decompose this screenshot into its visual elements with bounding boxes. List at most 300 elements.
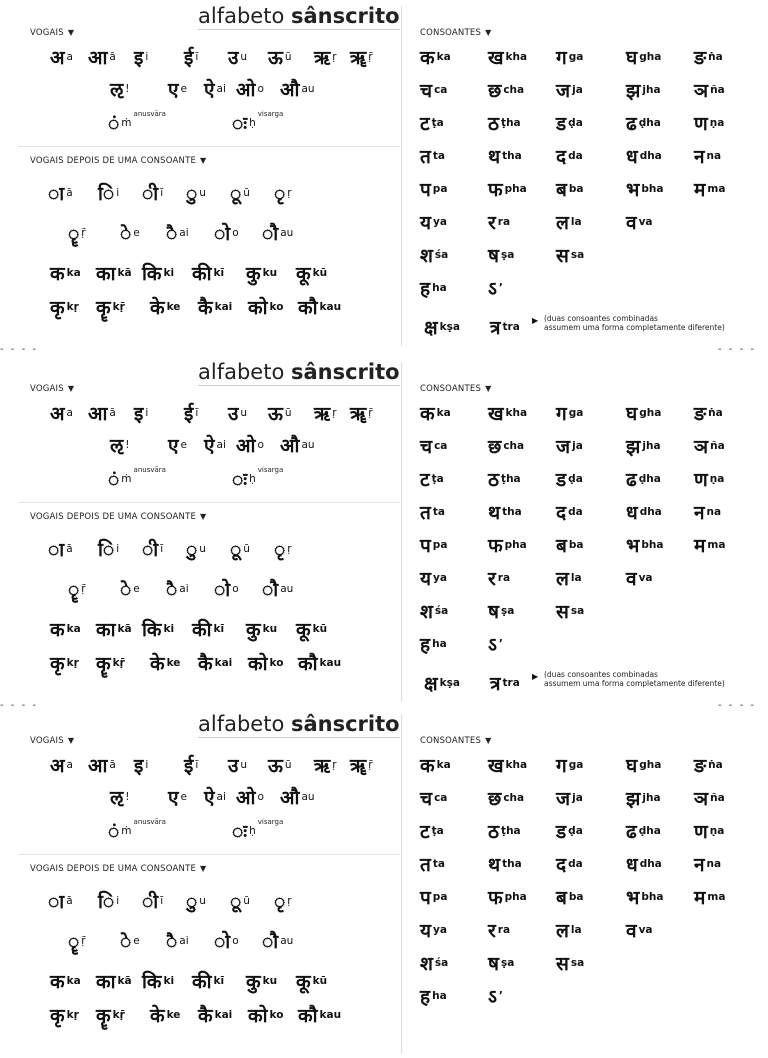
consonant-devanagari: ठ bbox=[488, 113, 500, 135]
vowel-translit: ū bbox=[284, 51, 292, 63]
dependent-vowel-devanagari: ी bbox=[142, 183, 159, 205]
consonant bbox=[420, 884, 447, 910]
syllable-example bbox=[198, 1002, 232, 1028]
consonant-translit: ḍa bbox=[568, 117, 583, 129]
dependent-vowel-translit: ṛ bbox=[287, 187, 292, 199]
dependent-vowel-translit: ī bbox=[160, 187, 164, 199]
vowel bbox=[268, 752, 292, 778]
consonant-devanagari: स bbox=[556, 245, 569, 267]
consonant bbox=[488, 499, 522, 525]
vowel-translit: o bbox=[257, 791, 264, 803]
syllable-example-devanagari: कु bbox=[246, 263, 261, 285]
syllable-example-translit: ki bbox=[163, 975, 175, 987]
anusvara-sign: ं bbox=[108, 821, 120, 843]
consonant bbox=[488, 983, 503, 1009]
consonant bbox=[556, 785, 583, 811]
consonant-devanagari: ढ bbox=[626, 113, 637, 135]
consonant-devanagari: ड bbox=[556, 113, 567, 135]
consonant-translit: ba bbox=[568, 539, 584, 551]
vowel bbox=[268, 400, 292, 426]
dependent-vowel bbox=[120, 928, 140, 954]
anusvara-name: anusvāra bbox=[133, 818, 166, 826]
vowel-devanagari: अ bbox=[50, 755, 65, 777]
syllable-example bbox=[298, 294, 341, 320]
consonant-devanagari: म bbox=[694, 535, 706, 557]
visarga-sign: ः bbox=[232, 469, 248, 491]
consonant bbox=[626, 785, 661, 811]
dependent-heading-text: VOGAIS DEPOIS DE UMA CONSOANTE bbox=[30, 512, 197, 522]
syllable-example-translit: ki bbox=[163, 267, 175, 279]
dependent-vowel bbox=[262, 220, 293, 246]
syllable-example bbox=[246, 616, 277, 642]
consonant-devanagari: न bbox=[694, 854, 705, 876]
consonant-devanagari: ङ bbox=[694, 403, 707, 425]
consonant-devanagari: ट bbox=[420, 113, 430, 135]
consonant-devanagari: ह bbox=[420, 986, 431, 1008]
vowel bbox=[184, 400, 198, 426]
anusvara-sign: ं bbox=[108, 113, 120, 135]
consonant-translit: ña bbox=[710, 84, 725, 96]
consonant-translit: jha bbox=[642, 84, 661, 96]
consonant-devanagari: झ bbox=[626, 80, 641, 102]
vowel-devanagari: अ bbox=[50, 47, 65, 69]
consonant-translit: cha bbox=[503, 84, 525, 96]
consonant-devanagari: ट bbox=[420, 469, 430, 491]
syllable-example-translit: ku bbox=[262, 975, 278, 987]
dependent-vowel-devanagari: ु bbox=[186, 539, 198, 561]
consonant-devanagari: ल bbox=[556, 212, 569, 234]
consonant-devanagari: ट bbox=[420, 821, 430, 843]
vowel-devanagari: ऐ bbox=[204, 79, 215, 101]
consonants-section bbox=[404, 708, 768, 1058]
syllable-example-devanagari: के bbox=[150, 653, 165, 675]
syllable-example-translit: kī bbox=[213, 267, 225, 279]
conjunct-note-line1: (duas consoantes combinadas bbox=[544, 670, 658, 679]
consonant-translit: ya bbox=[433, 216, 447, 228]
consonant-devanagari: द bbox=[556, 146, 567, 168]
consonant-translit: ja bbox=[572, 792, 583, 804]
consonant-translit: pa bbox=[432, 539, 448, 551]
syllable-example bbox=[246, 260, 277, 286]
consonant-devanagari: ड bbox=[556, 821, 567, 843]
consonant-translit: ka bbox=[436, 759, 451, 771]
visarga-translit: ḥ bbox=[249, 825, 256, 837]
syllable-example-translit: kā bbox=[117, 975, 132, 987]
conjunct bbox=[490, 314, 520, 340]
vowel-devanagari: ॠ bbox=[350, 47, 367, 69]
vowel-translit: au bbox=[301, 791, 315, 803]
consonant bbox=[420, 275, 447, 301]
syllable-example bbox=[50, 650, 79, 676]
title-light-text: alfabeto bbox=[198, 4, 285, 28]
vowel bbox=[88, 752, 116, 778]
vowel bbox=[184, 752, 198, 778]
consonant-translit: ña bbox=[710, 440, 725, 452]
consonant-devanagari: व bbox=[626, 920, 637, 942]
consonant bbox=[626, 44, 661, 70]
syllable-example-translit: kṛ bbox=[66, 1009, 79, 1021]
consonants-heading bbox=[420, 736, 491, 746]
dependent-vowel-translit: ā bbox=[66, 187, 73, 199]
dependent-vowel-translit: ṝ bbox=[81, 935, 86, 947]
vowel-translit: ai bbox=[216, 83, 226, 95]
syllable-example bbox=[198, 650, 232, 676]
syllable-example bbox=[248, 650, 283, 676]
consonant bbox=[626, 466, 661, 492]
consonant bbox=[488, 752, 527, 778]
syllable-example-devanagari: का bbox=[96, 263, 116, 285]
vowel-translit: ṛ bbox=[332, 51, 337, 63]
consonant-devanagari: ङ bbox=[694, 755, 707, 777]
triangle-down-icon: ▼ bbox=[200, 864, 207, 873]
consonant bbox=[488, 950, 514, 976]
conjunct-devanagari: क्ष bbox=[424, 673, 438, 695]
syllable-example-devanagari: क bbox=[50, 619, 65, 641]
consonant-devanagari: र bbox=[488, 568, 496, 590]
dependent-vowel bbox=[166, 220, 189, 246]
vowel-devanagari: ई bbox=[184, 755, 194, 777]
dependent-vowel bbox=[142, 888, 163, 914]
dependent-vowel-devanagari: ो bbox=[214, 579, 231, 601]
vowel bbox=[350, 752, 373, 778]
syllable-example-devanagari: कृ bbox=[50, 1005, 65, 1027]
vowel bbox=[314, 400, 337, 426]
dependent-vowel-devanagari: े bbox=[120, 223, 132, 245]
consonant-translit: ra bbox=[497, 572, 511, 584]
anusvara-translit: ṁ bbox=[121, 825, 132, 837]
consonant-devanagari: ङ bbox=[694, 47, 707, 69]
consonant bbox=[626, 499, 662, 525]
vowel-translit: au bbox=[301, 83, 315, 95]
consonant-translit: dha bbox=[639, 858, 662, 870]
syllable-example bbox=[96, 1002, 125, 1028]
conjunct-note-line2: assumem uma forma completamente diferente) bbox=[544, 323, 725, 332]
consonant-devanagari: झ bbox=[626, 436, 641, 458]
syllable-example bbox=[248, 1002, 283, 1028]
vowel bbox=[134, 752, 148, 778]
syllable-example bbox=[50, 294, 79, 320]
consonant-translit: ḍha bbox=[638, 825, 661, 837]
consonant-translit: va bbox=[638, 216, 653, 228]
consonant bbox=[488, 176, 527, 202]
consonant-translit: ṣa bbox=[500, 957, 515, 969]
syllable-example bbox=[192, 616, 224, 642]
consonant-translit: ṣa bbox=[500, 605, 515, 617]
consonant-devanagari: छ bbox=[488, 80, 502, 102]
consonant-devanagari: प bbox=[420, 179, 431, 201]
vowel-translit: ai bbox=[216, 439, 226, 451]
consonant-translit: ma bbox=[707, 539, 726, 551]
dependent-vowel-devanagari: ू bbox=[230, 183, 242, 205]
vowels-heading-text: VOGAIS bbox=[30, 736, 64, 746]
consonant bbox=[694, 851, 721, 877]
consonant-devanagari: ञ bbox=[694, 788, 709, 810]
section-divider bbox=[18, 146, 400, 147]
consonant-translit: gha bbox=[639, 51, 662, 63]
consonant-translit: ḍha bbox=[638, 117, 661, 129]
dependent-vowel bbox=[68, 576, 86, 602]
consonant-devanagari: ष bbox=[488, 601, 499, 623]
conjunct-translit: tra bbox=[502, 677, 520, 689]
anusvara bbox=[108, 818, 166, 844]
consonant-translit: ña bbox=[710, 792, 725, 804]
syllable-example-devanagari: कृ bbox=[50, 297, 65, 319]
dependent-vowel bbox=[262, 576, 293, 602]
consonant bbox=[488, 818, 521, 844]
consonant bbox=[694, 44, 723, 70]
vowel-devanagari: ओ bbox=[236, 79, 256, 101]
consonant-translit: da bbox=[568, 150, 583, 162]
conjunct-note bbox=[544, 314, 725, 332]
consonant-translit: ca bbox=[434, 792, 448, 804]
syllable-example bbox=[298, 650, 341, 676]
syllable-example-translit: ko bbox=[269, 657, 284, 669]
consonant-devanagari: त bbox=[420, 854, 431, 876]
title-bold-text: sânscrito bbox=[290, 712, 400, 736]
syllable-example-translit: ko bbox=[269, 301, 284, 313]
anusvara-name: anusvāra bbox=[133, 466, 166, 474]
consonant-translit: pha bbox=[504, 183, 527, 195]
consonant bbox=[694, 466, 724, 492]
dependent-vowel-devanagari: ौ bbox=[262, 223, 279, 245]
consonant bbox=[420, 110, 444, 136]
consonant-translit: ṣa bbox=[500, 249, 515, 261]
dependent-vowel-devanagari: ै bbox=[166, 931, 178, 953]
vowel-devanagari: ए bbox=[168, 787, 179, 809]
vowel-devanagari: ॠ bbox=[350, 755, 367, 777]
dependent-vowel-devanagari: ा bbox=[48, 539, 65, 561]
dependent-vowel-devanagari: ै bbox=[166, 579, 178, 601]
conjunct-translit: kṣa bbox=[439, 677, 460, 689]
consonant-translit: ṭa bbox=[431, 825, 444, 837]
vowel-translit: i bbox=[145, 407, 149, 419]
consonant-translit: bha bbox=[641, 539, 664, 551]
vowel bbox=[110, 432, 130, 458]
dependent-vowel-translit: ṛ bbox=[287, 895, 292, 907]
consonant bbox=[626, 209, 653, 235]
consonant-devanagari: म bbox=[694, 887, 706, 909]
vowel-devanagari: ऐ bbox=[204, 435, 215, 457]
consonant-translit: va bbox=[638, 572, 653, 584]
vowel bbox=[50, 752, 73, 778]
anusvara-name: anusvāra bbox=[133, 110, 166, 118]
consonant-devanagari: त bbox=[420, 502, 431, 524]
consonant-translit: ja bbox=[572, 84, 583, 96]
consonant-translit: la bbox=[570, 572, 582, 584]
syllable-example-devanagari: को bbox=[248, 653, 268, 675]
vowel-translit: ī bbox=[195, 407, 199, 419]
consonant-translit: ca bbox=[434, 440, 448, 452]
vowel-translit: u bbox=[240, 407, 248, 419]
vowels-section bbox=[18, 708, 400, 1058]
consonant-translit: bha bbox=[641, 183, 664, 195]
vowels-heading-text: VOGAIS bbox=[30, 28, 64, 38]
dependent-vowel-devanagari: ृ bbox=[274, 183, 286, 205]
vowel-translit: ! bbox=[125, 439, 130, 451]
dependent-vowel bbox=[166, 576, 189, 602]
triangle-down-icon: ▼ bbox=[67, 736, 75, 745]
vowel-devanagari: ई bbox=[184, 403, 194, 425]
vowel bbox=[268, 44, 292, 70]
vowel bbox=[228, 44, 247, 70]
consonant-devanagari: क bbox=[420, 755, 435, 777]
vowel bbox=[168, 432, 187, 458]
dependent-vowel bbox=[120, 220, 140, 246]
vowel-translit: u bbox=[240, 759, 248, 771]
dependent-vowel-translit: ai bbox=[179, 583, 189, 595]
consonant-translit: ṭha bbox=[501, 117, 521, 129]
consonant-translit: ca bbox=[434, 84, 448, 96]
vowel-devanagari: इ bbox=[134, 755, 144, 777]
page-title bbox=[198, 4, 400, 28]
vowel-devanagari: ॠ bbox=[350, 403, 367, 425]
dependent-heading-text: VOGAIS DEPOIS DE UMA CONSOANTE bbox=[30, 864, 197, 874]
consonant bbox=[420, 499, 445, 525]
syllable-example-translit: kai bbox=[214, 657, 233, 669]
title-bold-text: sânscrito bbox=[290, 4, 400, 28]
syllable-example-devanagari: की bbox=[192, 619, 212, 641]
consonant bbox=[694, 433, 725, 459]
conjunct bbox=[424, 314, 460, 340]
dependent-vowel-devanagari: ॄ bbox=[68, 931, 80, 953]
consonant bbox=[420, 785, 447, 811]
conjunct bbox=[490, 670, 520, 696]
consonant-devanagari: ब bbox=[556, 887, 567, 909]
vowel-devanagari: अ bbox=[50, 403, 65, 425]
consonant-translit: ṭa bbox=[431, 117, 444, 129]
syllable-example-devanagari: कि bbox=[142, 619, 162, 641]
dependent-vowel-translit: ū bbox=[243, 895, 250, 907]
consonant-translit: ra bbox=[497, 924, 511, 936]
consonant-devanagari: ख bbox=[488, 403, 504, 425]
consonant bbox=[694, 176, 725, 202]
consonant bbox=[556, 532, 583, 558]
consonant bbox=[626, 565, 653, 591]
consonant-devanagari: थ bbox=[488, 146, 501, 168]
syllable-example-devanagari: कु bbox=[246, 619, 261, 641]
anusvara bbox=[108, 110, 166, 136]
dependent-vowels-heading bbox=[30, 864, 206, 874]
vowel-translit: ṛ bbox=[332, 407, 337, 419]
vowel-devanagari: ओ bbox=[236, 435, 256, 457]
vowel bbox=[280, 784, 315, 810]
syllable-example-devanagari: कू bbox=[296, 619, 311, 641]
syllable-example bbox=[198, 294, 232, 320]
consonant-translit: ga bbox=[568, 759, 584, 771]
consonant bbox=[626, 884, 663, 910]
consonant-translit: ’ bbox=[498, 638, 503, 650]
consonant-translit: ka bbox=[436, 407, 451, 419]
consonant-translit: sa bbox=[570, 605, 585, 617]
consonant-translit: ṅa bbox=[708, 51, 723, 63]
section-divider bbox=[18, 854, 400, 855]
vowel-devanagari: आ bbox=[88, 755, 108, 777]
syllable-example bbox=[150, 294, 180, 320]
consonant-devanagari: घ bbox=[626, 47, 638, 69]
triangle-down-icon: ▼ bbox=[485, 384, 492, 393]
consonant bbox=[488, 631, 503, 657]
dependent-vowel-devanagari: ृ bbox=[274, 539, 286, 561]
consonant-translit: pa bbox=[432, 891, 448, 903]
syllable-example-translit: ku bbox=[262, 623, 278, 635]
consonant-devanagari: ढ bbox=[626, 821, 637, 843]
visarga bbox=[232, 466, 283, 492]
syllable-example-translit: ka bbox=[66, 623, 81, 635]
vowel bbox=[168, 784, 187, 810]
consonant-translit: ma bbox=[707, 891, 726, 903]
consonant bbox=[420, 77, 447, 103]
vowel-devanagari: औ bbox=[280, 79, 300, 101]
consonant-devanagari: त bbox=[420, 146, 431, 168]
consonant bbox=[420, 400, 451, 426]
vowel-devanagari: औ bbox=[280, 435, 300, 457]
consonant bbox=[420, 917, 447, 943]
vowel-translit: ṝ bbox=[368, 51, 373, 63]
consonants-heading-text: CONSOANTES bbox=[420, 736, 482, 746]
dependent-vowel bbox=[48, 180, 73, 206]
consonant bbox=[420, 143, 445, 169]
dependent-vowel-devanagari: ु bbox=[186, 891, 198, 913]
consonant-translit: ya bbox=[433, 572, 447, 584]
vowel-translit: a bbox=[66, 407, 73, 419]
syllable-example bbox=[96, 260, 132, 286]
consonant-devanagari: थ bbox=[488, 854, 501, 876]
dependent-vowel-translit: ī bbox=[160, 895, 164, 907]
consonant-devanagari: प bbox=[420, 887, 431, 909]
consonant bbox=[556, 752, 583, 778]
consonant bbox=[556, 917, 582, 943]
consonant-translit: ’ bbox=[498, 990, 503, 1002]
dependent-vowel-devanagari: ू bbox=[230, 539, 242, 561]
dependent-vowel-devanagari: ै bbox=[166, 223, 178, 245]
vowels-heading bbox=[30, 384, 74, 394]
syllable-example-translit: ke bbox=[166, 657, 181, 669]
syllable-example-translit: kau bbox=[319, 657, 342, 669]
dependent-vowel-translit: o bbox=[232, 935, 239, 947]
dependent-vowel-translit: i bbox=[116, 895, 120, 907]
consonant bbox=[556, 818, 583, 844]
consonant-devanagari: द bbox=[556, 854, 567, 876]
consonant-translit: ṭa bbox=[431, 473, 444, 485]
syllable-example-translit: kṝ bbox=[112, 657, 125, 669]
consonant bbox=[556, 466, 583, 492]
syllable-example bbox=[150, 1002, 180, 1028]
vowel-translit: o bbox=[257, 83, 264, 95]
vowel-devanagari: उ bbox=[228, 47, 239, 69]
consonant-translit: tha bbox=[502, 150, 522, 162]
consonant bbox=[488, 44, 527, 70]
consonant-translit: kha bbox=[505, 407, 528, 419]
consonant bbox=[694, 818, 724, 844]
consonant bbox=[488, 433, 524, 459]
consonant bbox=[420, 631, 447, 657]
consonant-devanagari: व bbox=[626, 212, 637, 234]
vowel-devanagari: ऊ bbox=[268, 47, 283, 69]
syllable-example-translit: kū bbox=[312, 267, 328, 279]
consonant-translit: kha bbox=[505, 51, 528, 63]
consonant-devanagari: ण bbox=[694, 821, 708, 843]
consonant bbox=[626, 818, 661, 844]
consonant bbox=[626, 532, 663, 558]
consonant-translit: sa bbox=[570, 957, 585, 969]
consonant-devanagari: म bbox=[694, 179, 706, 201]
vowel-translit: ā bbox=[109, 51, 116, 63]
dependent-vowel-translit: ā bbox=[66, 895, 73, 907]
syllable-example-translit: kau bbox=[319, 301, 342, 313]
consonant bbox=[488, 242, 514, 268]
consonant-translit: ṅa bbox=[708, 759, 723, 771]
dependent-vowel bbox=[186, 180, 206, 206]
